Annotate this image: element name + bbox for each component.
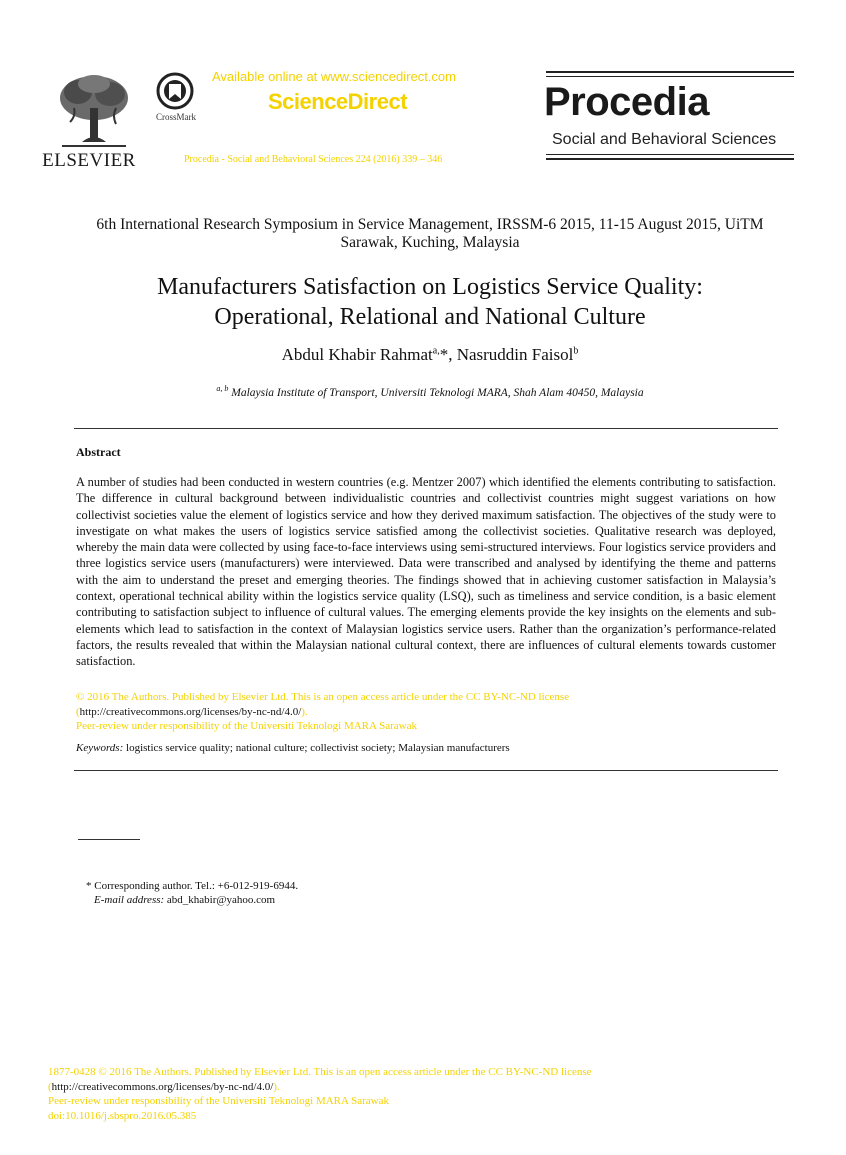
author-list (80, 345, 780, 365)
crossmark-label: CrossMark (156, 112, 196, 122)
journal-reference: Procedia - Social and Behavioral Sciences 224 (2016) 339 – 346 (184, 154, 443, 165)
procedia-rule (546, 71, 794, 73)
procedia-subtitle: Social and Behavioral Sciences (552, 131, 777, 148)
footnote-rule (78, 839, 140, 840)
email-address[interactable]: abd_khabir@yahoo.com (166, 894, 276, 906)
license-url-link[interactable]: http://creativecommons.org/licenses/by-nc-nd/4.0/ (79, 705, 302, 718)
available-online-link[interactable]: Available online at www.sciencedirect.com (212, 69, 456, 84)
peer-review-text: Peer-review under responsibility of the Universiti Teknologi MARA Sarawak (76, 720, 417, 732)
footer-issn-line: 1877-0428 © 2016 The Authors. Published by Elsevier Ltd. This is an open access article under the CC BY-NC-ND license (48, 1066, 592, 1078)
footer-doi[interactable]: doi:10.1016/j.sbspro.2016.05.385 (48, 1110, 197, 1123)
abstract-body: A number of studies had been conducted in western countries (e.g. Mentzer 2007) which identified the elements contributing to satisfaction. The difference in cultural background between individualistic countries and collectivist countries might suggest variations on how collectivist societies value the element of logistics service and how they derived maximum satisfaction. The objectives of the study were to investigate on what makes the users of logistics service satisfied among the collectivist societies. Qualitative research was deployed, whereby the main data were collected by using face-to-face interviews using semi-structured interviews. Four logistics service providers and three logistics service users (manufacturers) were interviewed. Data were transcribed and analysed by identifying the theme and patterns with the aim to understand the preset and emerging theories. The findings showed that in achieving customer satisfaction in Malaysia’s context, operational technical ability within the logistics service quality (LSQ), such as timeliness and service condition, is a basic element contributing to satisfaction subject to influence of cultural values. The emerging elements provide the key insights on the elements and sub-elements which lead to satisfaction in the context of Malaysian logistics service users. Rather than the organization’s performance-related factors, the results revealed that within the Malaysian national cultural context, there are influences of cultural elements towards customer satisfaction. (76, 475, 776, 669)
procedia-rule (546, 154, 794, 155)
procedia-rule (546, 158, 794, 160)
author-name: Nasruddin Faisol (456, 345, 574, 364)
affiliation-text: Malaysia Institute of Transport, Universiti Teknologi MARA, Shah Alam 40450, Malaysia (231, 386, 644, 399)
license-text: © 2016 The Authors. Published by Elsevier Ltd. This is an open access article under the CC BY-NC-ND license (76, 691, 570, 703)
author-affiliation-mark: a, (432, 345, 440, 357)
affiliation (80, 384, 780, 399)
email-line (94, 894, 275, 906)
crossmark-icon[interactable] (156, 72, 194, 110)
paren: ). (301, 705, 308, 718)
license-block (76, 690, 776, 734)
elsevier-wordmark: ELSEVIER (42, 150, 136, 171)
sciencedirect-logo[interactable]: ScienceDirect (268, 89, 408, 114)
procedia-rule (546, 76, 794, 77)
divider (74, 770, 778, 771)
abstract-heading: Abstract (76, 445, 121, 459)
corresponding-mark: *, (439, 345, 453, 364)
paren: ). (273, 1080, 280, 1093)
paren: ( (76, 705, 80, 718)
paper-title-line1: Manufacturers Satisfaction on Logistics Service Quality: (157, 274, 703, 300)
conference-info: 6th International Research Symposium in Service Management, IRSSM-6 2015, 11-15 August 2015, UiTM Sarawak, Kuching, Malaysia (96, 216, 764, 251)
footer-license (48, 1065, 768, 1124)
author-affiliation-mark: b (573, 345, 579, 357)
keywords (76, 742, 776, 754)
keywords-text: logistics service quality; national culture; collectivist society; Malaysian manufacturers (126, 742, 510, 754)
paper-title-line2: Operational, Relational and National Culture (214, 304, 646, 330)
corresponding-author-note: * Corresponding author. Tel.: +6-012-919-6944. (86, 880, 299, 892)
divider (74, 428, 778, 429)
footer-url-link[interactable]: http://creativecommons.org/licenses/by-nc-nd/4.0/ (51, 1080, 274, 1093)
elsevier-tree-logo (52, 72, 136, 150)
procedia-title: Procedia (544, 80, 709, 124)
email-label: E-mail address: (94, 894, 165, 906)
paper-title (70, 272, 790, 332)
author-name: Abdul Khabir Rahmat (281, 345, 433, 364)
license-url-line (76, 705, 776, 720)
paren: ( (48, 1080, 52, 1093)
footer-url-line (48, 1080, 768, 1095)
keywords-label: Keywords: (76, 742, 124, 754)
footer-peer-review: Peer-review under responsibility of the Universiti Teknologi MARA Sarawak (48, 1095, 389, 1108)
affiliation-mark: a, b (216, 384, 229, 393)
